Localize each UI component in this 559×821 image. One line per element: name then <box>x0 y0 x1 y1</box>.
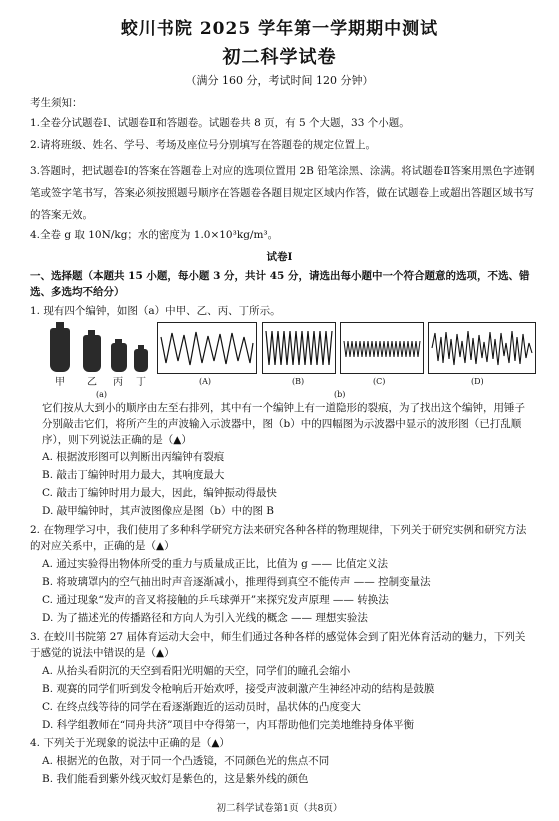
bell-icon <box>111 343 127 372</box>
option: D. 科学组教师在“同舟共济”项目中夺得第一，内耳帮助他们完美地维持身体平衡 <box>42 719 414 731</box>
waveform-panel <box>262 322 336 374</box>
question-2-stem: 2. 在物理学习中，我们使用了多种科学研究方法来研究各种各样的物理规律，下列关于研究实例和研究方法的对应关系中，正确的是（▲） <box>30 524 527 552</box>
bell-label: 乙 <box>87 377 97 388</box>
option: A. 根据光的色散，对于同一个凸透镜，不同颜色光的焦点不同 <box>42 755 330 767</box>
option: C. 通过现象“发声的音叉将接触的乒乓球弹开”来探究发声原理 —— 转换法 <box>42 594 389 606</box>
waveform-a-graphic <box>158 323 256 373</box>
option: C. 在终点线等待的同学在看逐渐跑近的运动员时，晶状体的凸度变大 <box>42 701 361 713</box>
instruction-item: 1.全卷分试题卷Ⅰ、试题卷Ⅱ和答题卷。试题卷共 8 页，有 5 个大题，33 个小题。 <box>30 117 410 129</box>
question-1-text: 它们按从大到小的顺序由左至右排列，其中有一个编钟上有一道隐形的裂痕，为了找出这个编钟，用锤子分别敲击它们，将所产生的声波输入示波器中，图（b）中的四幅图为示波器中显示的波形图（已打乱顺序），则下列说法正确的是（▲） <box>42 402 525 446</box>
option: B. 将玻璃罩内的空气抽出时声音逐渐减小，推理得到真空不能传声 —— 控制变量法 <box>42 576 431 588</box>
waveform-label: (A) <box>199 377 212 386</box>
exam-title: 蛟川书院 2025 学年第一学期期中测试 <box>120 19 439 39</box>
waveform-label: (B) <box>292 377 305 386</box>
waveform-label: (D) <box>471 377 484 386</box>
option: B. 观赛的同学们听到发令枪响后开始欢呼，接受声波刺激产生神经冲动的结构是鼓膜 <box>42 683 435 695</box>
question-3-stem: 3. 在蛟川书院第 27 届体育运动大会中，师生们通过各种各样的感觉体会到了阳光体育活动的魅力，下列关于感觉的说法中错误的是（▲） <box>30 631 526 659</box>
option: C. 敲击丁编钟时用力最大，因此，编钟振动得最快 <box>42 487 277 499</box>
bell-icon <box>138 345 144 349</box>
waveform-b-graphic <box>263 323 335 373</box>
option: A. 根据波形图可以判断出丙编钟有裂痕 <box>42 451 225 463</box>
option: A. 通过实验得出物体所受的重力与质量成正比，比值为 g —— 比值定义法 <box>42 558 388 570</box>
option: B. 敲击丁编钟时用力最大，其响度最大 <box>42 469 225 481</box>
bell-label: 丁 <box>136 377 146 388</box>
bell-icon <box>115 339 122 343</box>
bell-icon <box>88 330 95 335</box>
bell-icon <box>50 328 70 372</box>
exam-note: （满分 160 分，考试时间 120 分钟） <box>185 74 374 87</box>
waveform-panel <box>428 322 536 374</box>
figure-b-label: (b) <box>334 390 346 399</box>
instruction-item: 3.答题时，把试题卷Ⅰ的答案在答题卷上对应的选项位置用 2B 铅笔涂黑、涂满。将试题卷Ⅱ答案用黑色字迹钢笔或签字笔书写，答案必须按照题号顺序在答题卷各题目规定区域内作答，做在试题卷上或超出答题区域书写的答案无效。 <box>30 165 535 221</box>
option: B. 我们能看到紫外线灭蚊灯是紫色的，这是紫外线的颜色 <box>42 773 309 785</box>
option: D. 敲甲编钟时，其声波图像应是图（b）中的图 B <box>42 505 274 517</box>
waveform-c-graphic <box>341 323 423 373</box>
instruction-item: 4.全卷 g 取 10N/kg；水的密度为 1.0×10³kg/m³。 <box>30 229 279 241</box>
option: D. 为了描述光的传播路径和方向人为引入光线的概念 —— 理想实验法 <box>42 612 368 624</box>
exam-subject: 初二科学试卷 <box>222 47 337 68</box>
bell-icon <box>56 322 64 328</box>
bell-label: 丙 <box>113 377 123 388</box>
bell-icon <box>134 349 148 372</box>
instructions-heading: 考生须知： <box>30 97 83 109</box>
page-footer: 初二科学试卷第1页（共8页） <box>216 803 343 814</box>
bell-icon <box>83 335 101 372</box>
waveform-panel <box>340 322 424 374</box>
waveform-d-graphic <box>429 323 535 373</box>
part-title: 一、选择题（本题共 15 小题，每小题 3 分，共计 45 分，请选出每小题中一个符合题意的选项，不选、错选、多选均不给分） <box>30 270 530 298</box>
section-label: 试卷Ⅰ <box>266 251 293 263</box>
waveform-label: (C) <box>373 377 386 386</box>
option: A. 从抬头看阴沉的天空到看阳光明媚的天空，同学们的瞳孔会缩小 <box>42 665 351 677</box>
instruction-item: 2.请将班级、姓名、学号、考场及座位号分别填写在答题卷的规定位置上。 <box>30 139 377 151</box>
question-4-stem: 4. 下列关于光现象的说法中正确的是（▲） <box>30 737 230 749</box>
waveform-panel <box>157 322 257 374</box>
figure-a-label: (a) <box>96 390 108 399</box>
question-1-stem: 1. 现有四个编钟，如图（a）中甲、乙、丙、丁所示。 <box>30 305 281 317</box>
bell-label: 甲 <box>55 377 65 388</box>
